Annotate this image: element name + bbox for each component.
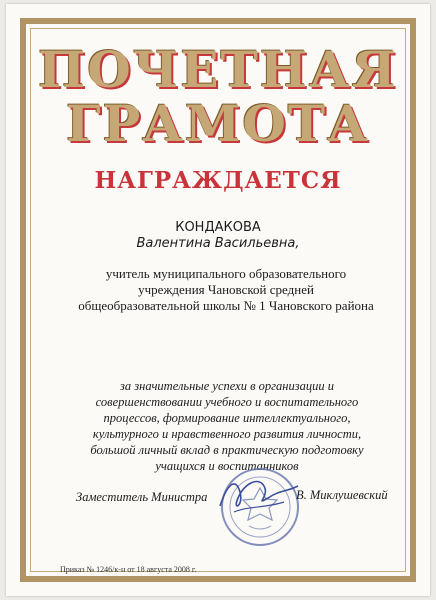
order-reference: Приказ № 1246/к-н от 18 августа 2008 г. [60,565,197,574]
handwritten-signature [214,472,304,518]
certificate-sheet [6,4,430,596]
recipient-position: учитель муниципального образовательного учреждения Чановской средней общеобразовательной школы № 1 Чановского района [78,266,374,313]
recipient-given-names: Валентина Васильевна, [136,236,300,251]
recipient-surname: КОНДАКОВА [175,220,261,235]
awarded-heading: НАГРАЖДАЕТСЯ [94,167,342,194]
signer-name: В. Миклушевский [296,488,388,502]
title-line-1: ПОЧЕТНАЯ [38,40,398,99]
title-line-2: ГРАМОТА [66,94,370,153]
award-reason: за значительные успехи в организации и совершенствовании учебного и воспитательного процессов, формирование интеллектуального, культурного и нравственного развития личности, большой личный вклад в практическую подготовку учащихся и воспитанников [90,379,364,473]
signer-role: Заместитель Министра [76,490,208,504]
